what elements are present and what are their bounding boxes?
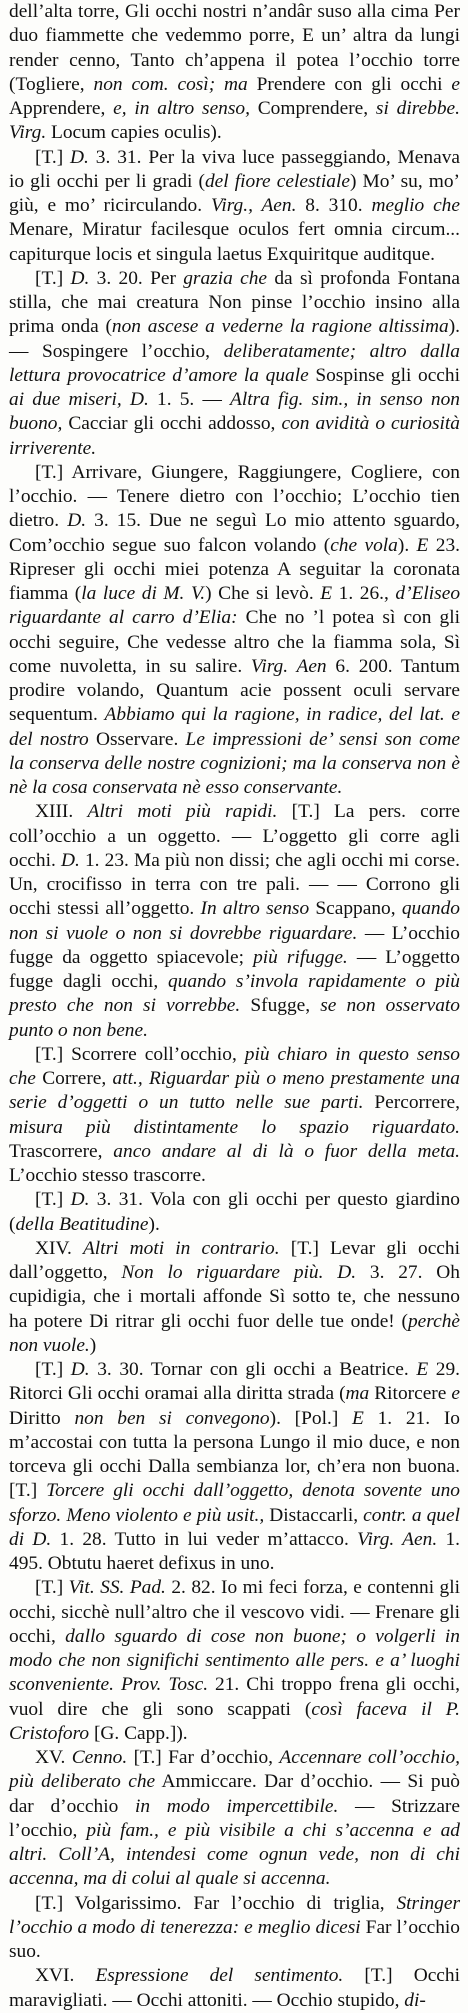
paragraph-vola: [T.] D. 3. 31. Vola con gli occhi per questo giardino (della Beatitudine). [9, 1189, 461, 1235]
paragraph-tornar: [T.] D. 3. 30. Tornar con gli occhi a Beatrice. E 29. Ritorci Gli occhi oramai alla diritta strada (ma Ritorcere e Diritto non ben si convegono). [Pol.] E 1. 21. Io m’accostai con tutta la persona Lungo il mio duce, e non torceva gli occhi Dalla sembianza lor, ch’era non buona. [T.] Torcere gli occhi dall’oggetto, denota sovente uno sforzo. Meno violento e più usit., Distaccarli, contr. a quel di D. 1. 28. Tutto in lui veder m’attacco. Virg. Aen. 1. 495. Obtutu haeret defixus in uno. [9, 1359, 461, 1574]
paragraph-arrivare: [T.] Arrivare, Giungere, Raggiungere, Cogliere, con l’occhio. — Tenere dietro con l’occhio; L’occhio tien dietro. D. 3. 15. Due ne seguì Lo mio attento sguardo, Com’occhio segue suo falcon volando (che vola). E 23. Ripreser gli occhi miei potenza A seguitar la coronata fiamma (la luce di M. V.) Che si levò. E 1. 26., d’Eliseo riguardante al carro d’Elia: Che no ’l potea sì con gli occhi seguire, Che vedesse altro che la fiamma sola, Sì come nuvoletta, in su salire. Virg. Aen 6. 200. Tantum prodire volando, Quantum acie possent oculi servare sequentum. Abbiamo qui la ragione, in radice, del lat. e del nostro Osservare. Le impressioni de’ sensi son come la conserva delle nostre cognizioni; ma la conserva non è nè la cosa conservata nè esso conservante. [9, 461, 461, 798]
paragraph-section-xv: XV. Cenno. [T.] Far d’occhio, Accennare coll’occhio, più deliberato che Ammiccare. Dar d’occhio. — Si può dar d’occhio in modo impercettibile. — Strizzare l’occhio, più fam., e più visibile a chi s’accenna e ad altri. Coll’A, intendesi come ognun vede, non di chi accenna, ma di colui al quale si accenna. [9, 1747, 461, 1890]
paragraph-vit-ss-pad: [T.] Vit. SS. Pad. 2. 82. Io mi feci forza, e contenni gli occhi, sicchè null’altro che il vescovo vidi. — Frenare gli occhi, dallo sguardo di cose non buone; o volgerli in modo che non significhi sentimento alle pers. e a’ luoghi sconveniente. Prov. Tosc. 21. Chi troppo frena gli occhi, vuol dire che gli sono scappati (così faceva il P. Cristoforo [G. Capp.]). [9, 1577, 461, 1744]
paragraph-volgarissimo: [T.] Volgarissimo. Far l’occhio di triglia, Stringer l’occhio a modo di tenerezza: e meglio dicesi Far l’occhio suo. [9, 1892, 460, 1962]
paragraph-section-xiii: XIII. Altri moti più rapidi. [T.] La pers. corre coll’occhio a un oggetto. — L’oggetto gli corre agli occhi. D. 1. 23. Ma più non dissi; che agli occhi mi corse. Un, crocifisso in terra con tre pali. — — Corrono gli occhi stessi all’oggetto. In altro senso Scappano, quando non si vuole o non si dovrebbe riguardare. — L’occhio fugge da oggetto spiacevole; più rifugge. — L’oggetto fugge dagli occhi, quando s’invola rapidamente o più presto che non si vorrebbe. Sfugge, se non osservato punto o non bene. [9, 801, 461, 1041]
paragraph-dante-par-31: [T.] D. 3. 31. Per la viva luce passeggiando, Menava io gli occhi per li gradi (del fiore celestiale) Mo’ su, mo’ giù, e mo’ ricirculando. Virg., Aen. 8. 310. meglio che Menare, Miratur facilesque oculos fert omnia circum... capiturque locis et singula laetus Exquiritque auditque. [9, 146, 461, 265]
paragraph-dante-par-20: [T.] D. 3. 20. Per grazia che da sì profonda Fontana stilla, che mai creatura Non pinse l’occhio insino alla prima onda (non ascese a vederne la ragione altissima). — Sospingere l’occhio, deliberatamente; altro dalla lettura provocatrice d’amore la quale Sospinse gli occhi ai due miseri, D. 1. 5. — Altra fig. sim., in senso non buono, Cacciar gli occhi addosso, con avidità o curiosità irriverente. [9, 267, 460, 459]
paragraph-section-xvi: XVI. Espressione del sentimento. [T.] Occhi maravigliati. — Occhi attoniti. — Occhio stupido, di- [9, 1965, 460, 2011]
paragraph-scorrere: [T.] Scorrere coll’occhio, più chiaro in questo senso che Correre, att., Riguardar più o meno prestamente una serie d’oggetti o un tutto nelle sue parti. Percorrere, misura più distintamente lo spazio riguardato. Trascorrere, anco andare al di là o fuor della meta. L’occhio stesso trascorre. [9, 1043, 461, 1186]
paragraph-continuation: dell’alta torre, Gli occhi nostri n’andâr suso alla cima Per duo fiammette che vedemmo porre, E un’ altra da lungi render cenno, Tanto ch’appena il potea l’occhio torre (Togliere, non com. così; ma Prendere con gli occhi e Apprendere, e, in altro senso, Comprendere, si direbbe. Virg. Locum capies oculis). [9, 1, 460, 144]
paragraph-section-xiv: XIV. Altri moti in contrario. [T.] Levar gli occhi dall’oggetto, Non lo riguardare più. D. 3. 27. Oh cupidigia, che i mortali affonde Sì sotto te, che nessuno ha potere Di ritrar gli occhi fuor delle tue onde! (perchè non vuole.) [9, 1237, 460, 1356]
